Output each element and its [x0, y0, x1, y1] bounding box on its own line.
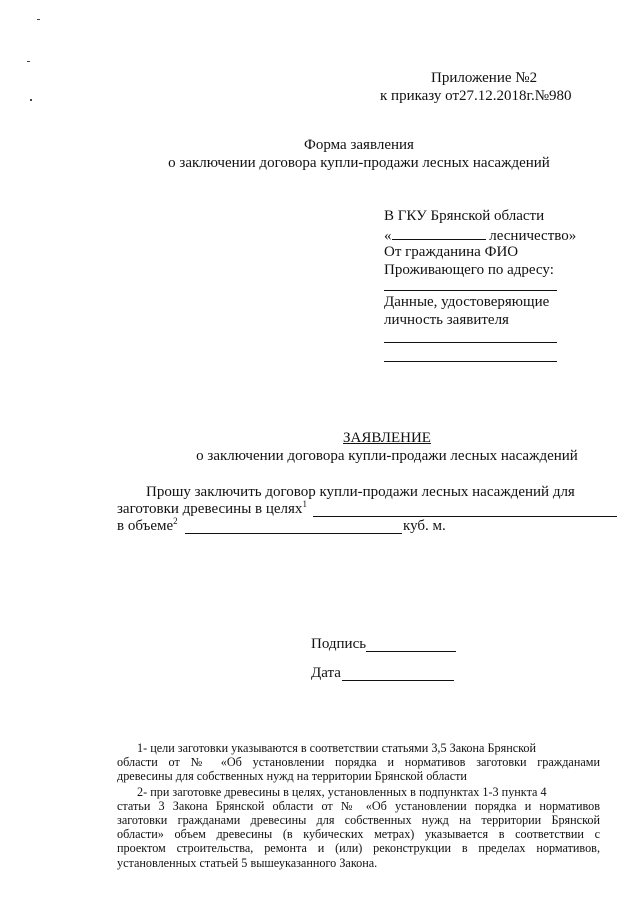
- footnote-ref-1: 1: [302, 499, 307, 509]
- addressee-citizen: От гражданина ФИО: [384, 244, 519, 260]
- form-subtitle: о заключении договора купли-продажи лесных насаждений: [168, 155, 550, 171]
- signature-label: Подпись: [311, 636, 367, 652]
- volume-blank-line: [185, 533, 402, 534]
- address-blank-line: [384, 290, 557, 291]
- addressee-id-label-2: личность заявителя: [384, 312, 509, 328]
- footnote-2-line-3: заготовки гражданами древесины для собственных нужд на территории Брянской: [117, 813, 600, 827]
- signature-blank-line: [366, 651, 456, 652]
- scan-speck: [27, 61, 30, 62]
- footnote-2-line-6: установленных статьей 5 вышеуказанного Закона.: [117, 856, 378, 870]
- footnote-2-line-2: статьи 3 Закона Брянской области от № «Об установлении порядка и нормативов: [117, 799, 600, 813]
- id-blank-line-1: [384, 342, 557, 343]
- footnote-ref-2: 2: [173, 516, 178, 526]
- scan-speck: [30, 99, 32, 101]
- volume-label: в объеме: [117, 518, 174, 534]
- forestry-name-blank: [392, 226, 486, 240]
- appendix-order-ref: к приказу от27.12.2018г.№980: [380, 88, 572, 104]
- addressee-forestry: [384, 226, 576, 245]
- addressee-address: Проживающего по адресу:: [384, 262, 554, 278]
- statement-body-line-1: Прошу заключить договор купли-продажи лесных насаждений для: [146, 484, 575, 500]
- date-blank-line: [342, 680, 454, 681]
- footnote-2-line-5: проектом строительства, ремонта и (или) реконструкции в пределах нормативов,: [117, 841, 600, 855]
- footnote-1-line-2: области от № «Об установлении порядка и нормативов заготовки гражданами: [117, 755, 600, 769]
- statement-subtitle: о заключении договора купли-продажи лесных насаждений: [196, 448, 578, 464]
- footnote-2-line-4: области» объем древесины (в кубических метрах) указывается в соответствии с: [117, 827, 600, 841]
- volume-unit: куб. м.: [403, 518, 446, 534]
- footnote-1-line-1: 1- цели заготовки указываются в соответствии статьями 3,5 Закона Брянской: [137, 741, 537, 755]
- purpose-blank-line: [313, 516, 617, 517]
- statement-body-line-2: [117, 501, 307, 518]
- scan-speck: [37, 19, 40, 20]
- date-label: Дата: [311, 665, 341, 681]
- statement-title: ЗАЯВЛЕНИЕ: [343, 430, 431, 446]
- forestry-open-quote: «: [384, 228, 392, 244]
- statement-body-line-3: [117, 518, 178, 535]
- footnote-2-line-1: 2- при заготовке древесины в целях, установленных в подпунктах 1-3 пункта 4: [137, 785, 547, 799]
- form-title: Форма заявления: [304, 137, 414, 153]
- appendix-number: Приложение №2: [431, 70, 538, 86]
- footnote-1-line-3: древесины для собственных нужд на территории Брянской области: [117, 769, 467, 783]
- purpose-label: заготовки древесины в целях: [117, 501, 303, 517]
- addressee-id-label: Данные, удостоверяющие: [384, 294, 550, 310]
- forestry-label: лесничество»: [485, 228, 577, 244]
- id-blank-line-2: [384, 361, 557, 362]
- addressee-org: В ГКУ Брянской области: [384, 208, 545, 224]
